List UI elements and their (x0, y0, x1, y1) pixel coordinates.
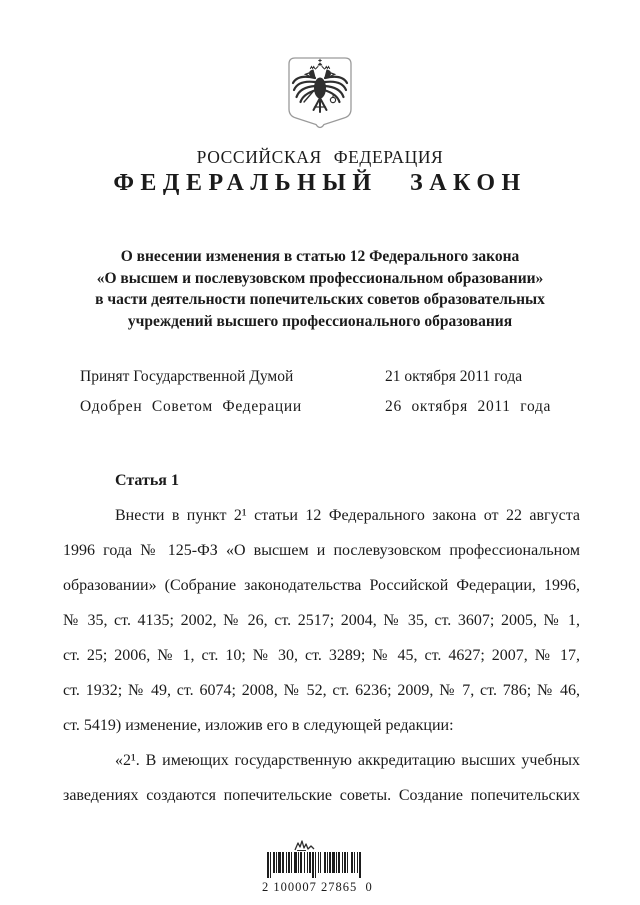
body-line: ст. 1932; № 49, ст. 6074; 2008, № 52, ст. 6236; 2009, № 7, ст. 786; № 46, (63, 682, 580, 699)
body-line: образовании» (Собрание законодательства Российской Федерации, 1996, (63, 577, 580, 594)
barcode-icon (267, 852, 364, 879)
article-heading: Статья 1 (115, 472, 179, 489)
council-date: 26 октября 2011 года (385, 398, 552, 415)
body-line: «2¹. В имеющих государственную аккредитацию высших учебных (115, 752, 580, 769)
body-line: заведениях создаются попечительские советы. Создание попечительских (63, 787, 580, 804)
body-line: Внести в пункт 2¹ статьи 12 Федерального закона от 22 августа (115, 507, 580, 524)
body-line: ст. 25; 2006, № 1, ст. 10; № 30, ст. 3289; № 45, ст. 4627; 2007, № 17, (63, 647, 580, 664)
title-line: «О высшем и послевузовском профессиональном образовании» (96, 269, 544, 287)
adoption-row-council (80, 392, 560, 422)
barcode-block (262, 838, 372, 895)
council-label: Одобрен Советом Федерации (80, 398, 302, 415)
adoption-block (80, 362, 560, 422)
duma-label: Принят Государственной Думой (80, 368, 294, 385)
adoption-row-duma (80, 362, 560, 392)
title-line: в части деятельности попечительских советов образовательных (95, 291, 545, 308)
barcode-digits: 2 100007 27865 0 (262, 880, 373, 894)
body-line: № 35, ст. 4135; 2002, № 26, ст. 2517; 2004, № 35, ст. 3607; 2005, № 1, (63, 612, 580, 629)
country-name: РОССИЙСКАЯ ФЕДЕРАЦИЯ (196, 147, 444, 167)
title-line: О внесении изменения в статью 12 Федерального закона (120, 248, 520, 265)
document-title (60, 246, 580, 332)
ink-mark-icon (294, 838, 316, 852)
document-type-heading: ФЕДЕРАЛЬНЫЙ ЗАКОН (113, 170, 527, 196)
article-body (63, 498, 580, 813)
body-line: 1996 года № 125-ФЗ «О высшем и послевузовском профессиональном (63, 542, 580, 559)
title-line: учреждений высшего профессионального образования (127, 312, 513, 330)
duma-date: 21 октября 2011 года (385, 368, 523, 385)
russian-coat-of-arms-icon (288, 56, 352, 136)
body-line: ст. 5419) изменение, изложив его в следующей редакции: (63, 717, 454, 734)
